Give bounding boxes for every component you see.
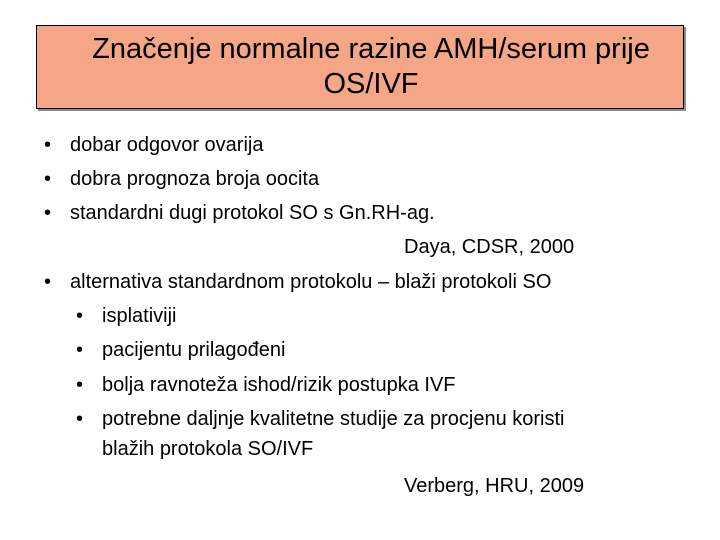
sub-bullet-marker: • <box>76 374 84 396</box>
bullet-text: alternativa standardnom protokolu – blaži protokoli SO <box>70 271 552 293</box>
bullet-marker: • <box>44 271 52 293</box>
sub-bullet-marker: • <box>76 305 84 327</box>
sub-bullet-text: isplativiji <box>102 305 177 327</box>
reference-verberg: Verberg, HRU, 2009 <box>404 475 585 497</box>
sub-bullet-continuation: blažih protokola SO/IVF <box>102 438 314 460</box>
bullet-marker: • <box>44 168 52 190</box>
sub-bullet-text: bolja ravnoteža ishod/rizik postupka IVF <box>102 374 456 396</box>
title-box <box>36 25 684 109</box>
sub-bullet-text: potrebne daljnje kvalitetne studije za procjenu koristi <box>102 408 565 430</box>
bullet-text: standardni dugi protokol SO s Gn.RH-ag. <box>70 202 435 224</box>
bullet-text: dobra prognoza broja oocita <box>70 168 320 190</box>
sub-bullet-marker: • <box>76 408 84 430</box>
bullet-marker: • <box>44 134 52 156</box>
bullet-text: dobar odgovor ovarija <box>70 134 264 156</box>
slide-title: Značenje normalne razine AMH/serum prije OS/IVF <box>92 33 650 100</box>
sub-bullet-text: pacijentu prilagođeni <box>102 339 286 361</box>
bullet-marker: • <box>44 202 52 224</box>
sub-bullet-marker: • <box>76 339 84 361</box>
reference-daya: Daya, CDSR, 2000 <box>404 236 575 258</box>
